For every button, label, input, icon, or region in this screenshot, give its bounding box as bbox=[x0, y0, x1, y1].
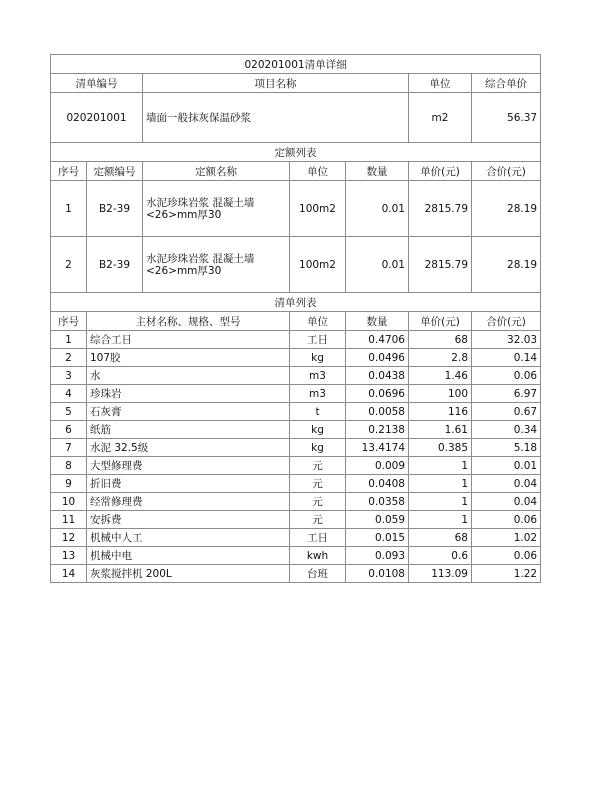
material-total: 6.97 bbox=[472, 385, 541, 403]
material-unit: kwh bbox=[290, 547, 346, 565]
materials-header-row bbox=[51, 312, 541, 331]
material-row bbox=[51, 475, 541, 493]
material-qty: 0.0496 bbox=[346, 349, 409, 367]
material-name: 安拆费 bbox=[87, 511, 290, 529]
material-name: 折旧费 bbox=[87, 475, 290, 493]
material-qty: 0.009 bbox=[346, 457, 409, 475]
material-qty: 0.0408 bbox=[346, 475, 409, 493]
material-price: 113.09 bbox=[409, 565, 472, 583]
material-no: 8 bbox=[51, 457, 87, 475]
material-total: 5.18 bbox=[472, 439, 541, 457]
material-qty-header: 数量 bbox=[346, 312, 409, 331]
bill-header-row bbox=[51, 74, 541, 93]
material-no: 3 bbox=[51, 367, 87, 385]
material-price: 1 bbox=[409, 511, 472, 529]
material-price: 1 bbox=[409, 457, 472, 475]
quota-code: B2-39 bbox=[87, 237, 143, 293]
material-no: 7 bbox=[51, 439, 87, 457]
material-no: 1 bbox=[51, 331, 87, 349]
material-total: 0.06 bbox=[472, 367, 541, 385]
material-qty: 0.0358 bbox=[346, 493, 409, 511]
quota-row bbox=[51, 237, 541, 293]
material-no: 12 bbox=[51, 529, 87, 547]
quota-no: 1 bbox=[51, 181, 87, 237]
material-no: 9 bbox=[51, 475, 87, 493]
material-unit: kg bbox=[290, 349, 346, 367]
material-total: 0.04 bbox=[472, 493, 541, 511]
material-row bbox=[51, 511, 541, 529]
material-qty: 0.059 bbox=[346, 511, 409, 529]
material-unit: 工日 bbox=[290, 529, 346, 547]
material-price: 0.385 bbox=[409, 439, 472, 457]
material-unit: 元 bbox=[290, 493, 346, 511]
material-name: 纸筋 bbox=[87, 421, 290, 439]
material-name: 大型修理费 bbox=[87, 457, 290, 475]
material-unit: kg bbox=[290, 439, 346, 457]
material-row bbox=[51, 367, 541, 385]
material-no: 6 bbox=[51, 421, 87, 439]
material-total: 0.04 bbox=[472, 475, 541, 493]
material-qty: 0.2138 bbox=[346, 421, 409, 439]
material-row bbox=[51, 403, 541, 421]
material-unit: m3 bbox=[290, 367, 346, 385]
quota-total: 28.19 bbox=[472, 181, 541, 237]
bill-row bbox=[51, 93, 541, 143]
quota-price: 2815.79 bbox=[409, 237, 472, 293]
bill-price: 56.37 bbox=[472, 93, 541, 143]
quota-total-header: 合价(元) bbox=[472, 162, 541, 181]
materials-section-title: 清单列表 bbox=[51, 293, 541, 312]
material-unit: kg bbox=[290, 421, 346, 439]
bill-unit: m2 bbox=[409, 93, 472, 143]
material-name: 水 bbox=[87, 367, 290, 385]
material-name: 经常修理费 bbox=[87, 493, 290, 511]
bill-name-header: 项目名称 bbox=[143, 74, 409, 93]
material-row bbox=[51, 349, 541, 367]
material-no: 5 bbox=[51, 403, 87, 421]
material-total: 0.06 bbox=[472, 547, 541, 565]
quota-total: 28.19 bbox=[472, 237, 541, 293]
quota-price: 2815.79 bbox=[409, 181, 472, 237]
material-price: 1 bbox=[409, 475, 472, 493]
material-no: 2 bbox=[51, 349, 87, 367]
material-row bbox=[51, 421, 541, 439]
material-total: 32.03 bbox=[472, 331, 541, 349]
material-total: 1.22 bbox=[472, 565, 541, 583]
material-price: 2.8 bbox=[409, 349, 472, 367]
material-qty: 0.4706 bbox=[346, 331, 409, 349]
material-no: 13 bbox=[51, 547, 87, 565]
material-total: 1.02 bbox=[472, 529, 541, 547]
quota-qty-header: 数量 bbox=[346, 162, 409, 181]
material-price: 68 bbox=[409, 529, 472, 547]
bill-detail-table bbox=[50, 54, 541, 583]
material-row bbox=[51, 457, 541, 475]
material-qty: 0.015 bbox=[346, 529, 409, 547]
material-total: 0.06 bbox=[472, 511, 541, 529]
material-row bbox=[51, 565, 541, 583]
material-price: 100 bbox=[409, 385, 472, 403]
material-price: 1.61 bbox=[409, 421, 472, 439]
bill-price-header: 综合单价 bbox=[472, 74, 541, 93]
bill-detail-sheet bbox=[50, 54, 540, 583]
material-no: 11 bbox=[51, 511, 87, 529]
material-row bbox=[51, 547, 541, 565]
bill-unit-header: 单位 bbox=[409, 74, 472, 93]
quota-qty: 0.01 bbox=[346, 237, 409, 293]
sheet-title: 020201001清单详细 bbox=[51, 55, 541, 74]
material-price: 1.46 bbox=[409, 367, 472, 385]
material-unit: 元 bbox=[290, 457, 346, 475]
material-name: 107胶 bbox=[87, 349, 290, 367]
material-name: 机械中人工 bbox=[87, 529, 290, 547]
quota-no: 2 bbox=[51, 237, 87, 293]
material-unit: t bbox=[290, 403, 346, 421]
material-no: 10 bbox=[51, 493, 87, 511]
material-row bbox=[51, 385, 541, 403]
quota-unit: 100m2 bbox=[290, 181, 346, 237]
material-unit: m3 bbox=[290, 385, 346, 403]
material-row bbox=[51, 439, 541, 457]
quota-no-header: 序号 bbox=[51, 162, 87, 181]
material-name: 综合工日 bbox=[87, 331, 290, 349]
material-qty: 0.0696 bbox=[346, 385, 409, 403]
material-total: 0.34 bbox=[472, 421, 541, 439]
material-row bbox=[51, 331, 541, 349]
material-name: 水泥 32.5级 bbox=[87, 439, 290, 457]
material-qty: 0.093 bbox=[346, 547, 409, 565]
material-total: 0.67 bbox=[472, 403, 541, 421]
material-price: 0.6 bbox=[409, 547, 472, 565]
quota-row bbox=[51, 181, 541, 237]
material-name: 灰浆搅拌机 200L bbox=[87, 565, 290, 583]
material-qty: 13.4174 bbox=[346, 439, 409, 457]
material-name: 珍珠岩 bbox=[87, 385, 290, 403]
quota-unit: 100m2 bbox=[290, 237, 346, 293]
quota-name: 水泥珍珠岩浆 混凝土墙<26>mm厚30 bbox=[143, 237, 290, 293]
material-qty: 0.0108 bbox=[346, 565, 409, 583]
material-name: 石灰膏 bbox=[87, 403, 290, 421]
quota-header-row bbox=[51, 162, 541, 181]
material-unit: 工日 bbox=[290, 331, 346, 349]
material-total-header: 合价(元) bbox=[472, 312, 541, 331]
quota-code-header: 定额编号 bbox=[87, 162, 143, 181]
material-qty: 0.0058 bbox=[346, 403, 409, 421]
material-unit: 台班 bbox=[290, 565, 346, 583]
quota-name-header: 定额名称 bbox=[143, 162, 290, 181]
material-row bbox=[51, 529, 541, 547]
material-unit: 元 bbox=[290, 511, 346, 529]
material-price: 1 bbox=[409, 493, 472, 511]
material-price-header: 单价(元) bbox=[409, 312, 472, 331]
quota-unit-header: 单位 bbox=[290, 162, 346, 181]
quota-section-title: 定额列表 bbox=[51, 143, 541, 162]
material-no-header: 序号 bbox=[51, 312, 87, 331]
quota-qty: 0.01 bbox=[346, 181, 409, 237]
bill-code-header: 清单编号 bbox=[51, 74, 143, 93]
material-no: 4 bbox=[51, 385, 87, 403]
material-total: 0.14 bbox=[472, 349, 541, 367]
quota-name: 水泥珍珠岩浆 混凝土墙<26>mm厚30 bbox=[143, 181, 290, 237]
bill-name: 墙面一般抹灰保温砂浆 bbox=[143, 93, 409, 143]
material-name: 机械中电 bbox=[87, 547, 290, 565]
material-name-header: 主材名称、规格、型号 bbox=[87, 312, 290, 331]
material-unit-header: 单位 bbox=[290, 312, 346, 331]
material-total: 0.01 bbox=[472, 457, 541, 475]
material-row bbox=[51, 493, 541, 511]
bill-code: 020201001 bbox=[51, 93, 143, 143]
material-price: 116 bbox=[409, 403, 472, 421]
material-unit: 元 bbox=[290, 475, 346, 493]
quota-price-header: 单价(元) bbox=[409, 162, 472, 181]
material-qty: 0.0438 bbox=[346, 367, 409, 385]
quota-code: B2-39 bbox=[87, 181, 143, 237]
material-price: 68 bbox=[409, 331, 472, 349]
material-no: 14 bbox=[51, 565, 87, 583]
